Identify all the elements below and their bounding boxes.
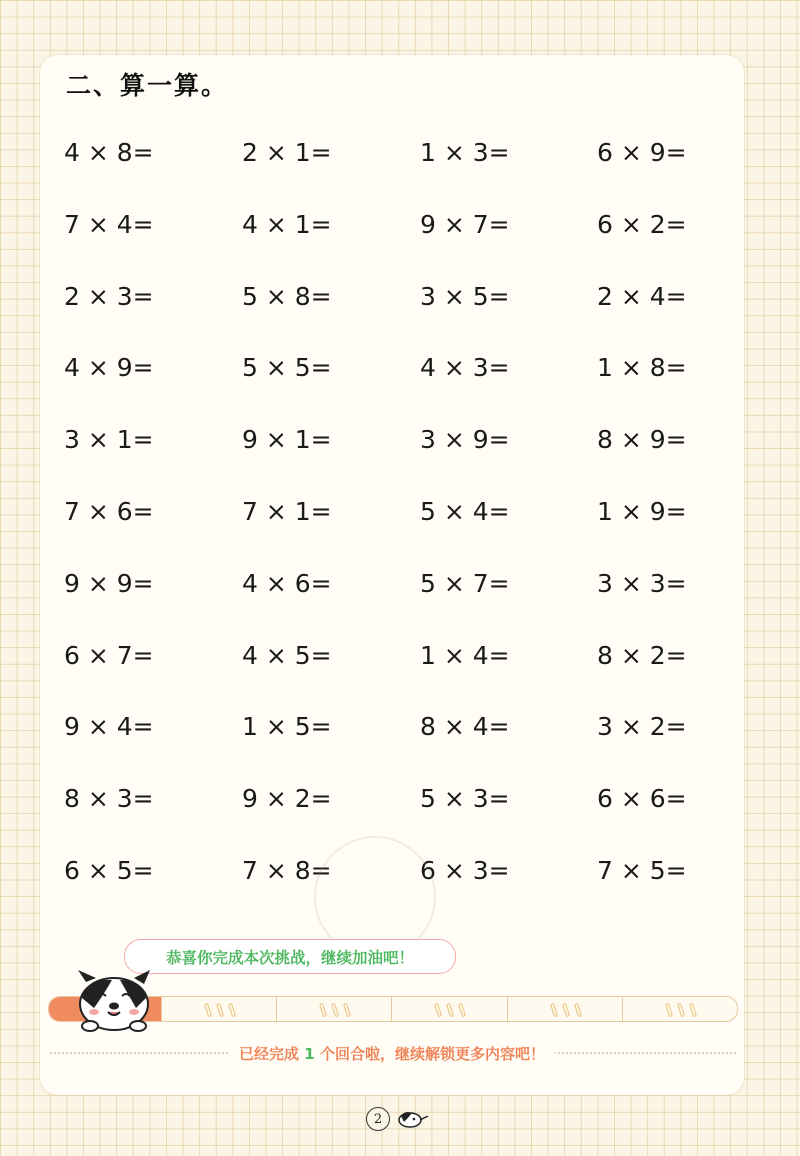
bone-icon [318,1002,326,1016]
math-problem: 1 × 5= [242,712,332,742]
math-problem: 3 × 2= [597,712,687,742]
progress-segment [622,997,737,1021]
math-problem: 8 × 9= [597,425,687,455]
math-problem: 1 × 9= [597,497,687,526]
math-problem: 1 × 8= [597,353,687,383]
bone-icon [445,1002,453,1016]
math-problem: 7 × 6= [64,497,154,526]
math-problem: 4 × 3= [420,353,510,383]
math-problem: 6 × 5= [64,856,154,885]
math-problem: 9 × 9= [64,568,154,598]
progress-segment [391,997,506,1021]
math-problem: 7 × 4= [64,209,154,239]
progress-segment [507,997,622,1021]
dog-mascot-icon [64,968,164,1032]
math-problem: 1 × 3= [420,138,510,167]
bone-icon [215,1002,223,1016]
math-problem: 8 × 3= [64,784,154,814]
math-problem: 9 × 2= [242,784,332,814]
math-problem: 5 × 7= [420,568,510,598]
math-problem: 5 × 5= [242,353,332,383]
math-problem: 2 × 4= [597,281,687,311]
section-title: 二、算一算。 [66,71,229,100]
math-problem: 6 × 2= [597,209,687,239]
math-problem: 7 × 5= [597,856,687,885]
bone-icon [573,1002,581,1016]
math-problem: 6 × 9= [597,138,687,167]
math-problem: 4 × 6= [242,568,332,598]
math-problem: 2 × 3= [64,281,154,311]
bone-icon [330,1002,338,1016]
status-count: 1 [304,1045,315,1063]
bone-icon [433,1002,441,1016]
bone-icon [203,1002,211,1016]
math-problem: 4 × 9= [64,353,154,383]
math-problem: 3 × 5= [420,281,510,311]
math-problem: 4 × 1= [242,209,332,239]
math-problem: 7 × 1= [242,497,332,526]
bone-icon [549,1002,557,1016]
math-problem: 3 × 3= [597,568,687,598]
math-problem: 6 × 3= [420,856,510,885]
status-prefix: 已经完成 [239,1045,300,1063]
math-problem: 7 × 8= [242,856,332,885]
math-problem: 1 × 4= [420,640,510,670]
completion-status [48,1043,736,1064]
bone-icon [688,1002,696,1016]
math-problem: 4 × 8= [64,138,154,167]
page-number: 2 [366,1107,390,1131]
math-problem: 5 × 4= [420,497,510,526]
bone-icon [227,1002,235,1016]
math-problem: 3 × 9= [420,425,510,455]
congrats-banner: 恭喜你完成本次挑战，继续加油吧！ [124,939,456,974]
math-problem: 9 × 4= [64,712,154,742]
progress-segment [276,997,391,1021]
math-problem: 8 × 4= [420,712,510,742]
math-problem: 3 × 1= [64,425,154,455]
bone-icon [664,1002,672,1016]
math-problem: 5 × 3= [420,784,510,814]
math-problem: 2 × 1= [242,138,332,167]
math-problem: 5 × 8= [242,281,332,311]
bone-icon [342,1002,350,1016]
status-suffix: 个回合啦，继续解锁更多内容吧！ [319,1045,545,1063]
math-problem: 8 × 2= [597,640,687,670]
bone-icon [561,1002,569,1016]
math-problem: 9 × 1= [242,425,332,455]
bone-icon [676,1002,684,1016]
page-dog-icon [396,1108,430,1128]
math-problem: 6 × 6= [597,784,687,814]
math-problem: 9 × 7= [420,209,510,239]
progress-segment [161,997,276,1021]
math-problem: 6 × 7= [64,640,154,670]
bone-icon [457,1002,465,1016]
math-problem: 4 × 5= [242,640,332,670]
